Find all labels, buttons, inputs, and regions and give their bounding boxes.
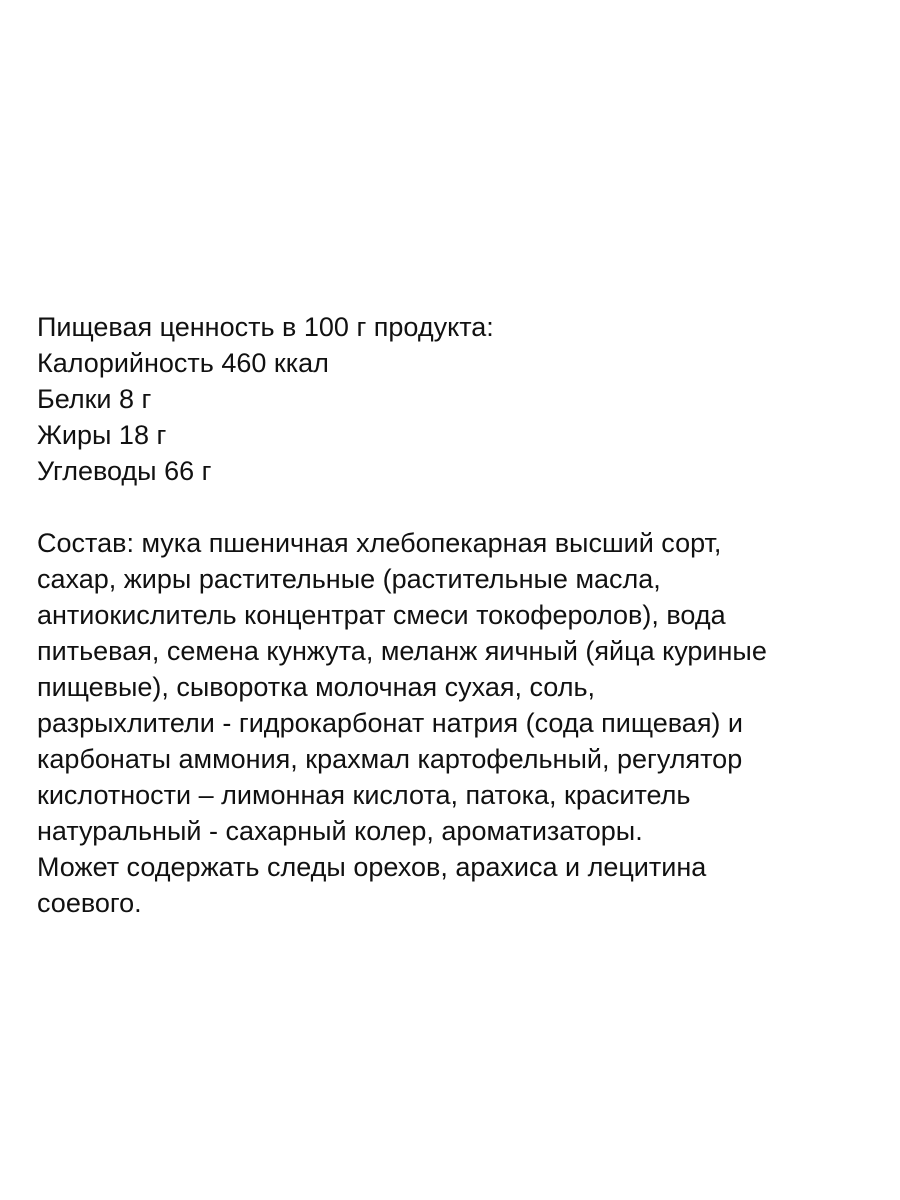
composition-line: питьевая, семена кунжута, меланж яичный (яйца куриные bbox=[37, 636, 767, 666]
composition-line: карбонаты аммония, крахмал картофельный, регулятор bbox=[37, 744, 743, 774]
allergen-warning-line: Может содержать следы орехов, арахиса и лецитина bbox=[37, 852, 707, 882]
nutrition-fat: Жиры 18 г bbox=[37, 420, 167, 450]
composition-line: кислотности – лимонная кислота, патока, краситель bbox=[37, 780, 691, 810]
nutrition-protein: Белки 8 г bbox=[37, 384, 152, 414]
nutrition-calories: Калорийность 460 ккал bbox=[37, 348, 329, 378]
product-label-text bbox=[37, 309, 877, 921]
composition-line: разрыхлители - гидрокарбонат натрия (сода пищевая) и bbox=[37, 708, 744, 738]
nutrition-heading: Пищевая ценность в 100 г продукта: bbox=[37, 312, 494, 342]
section-gap bbox=[37, 489, 877, 525]
composition-line: пищевые), сыворотка молочная сухая, соль, bbox=[37, 672, 596, 702]
nutrition-carbs: Углеводы 66 г bbox=[37, 456, 212, 486]
composition-line: сахар, жиры растительные (растительные масла, bbox=[37, 564, 661, 594]
composition-line: натуральный - сахарный колер, ароматизаторы. bbox=[37, 816, 643, 846]
composition-line: Состав: мука пшеничная хлебопекарная высший сорт, bbox=[37, 528, 722, 558]
allergen-warning-line: соевого. bbox=[37, 888, 142, 918]
composition-line: антиокислитель концентрат смеси токоферолов), вода bbox=[37, 600, 726, 630]
